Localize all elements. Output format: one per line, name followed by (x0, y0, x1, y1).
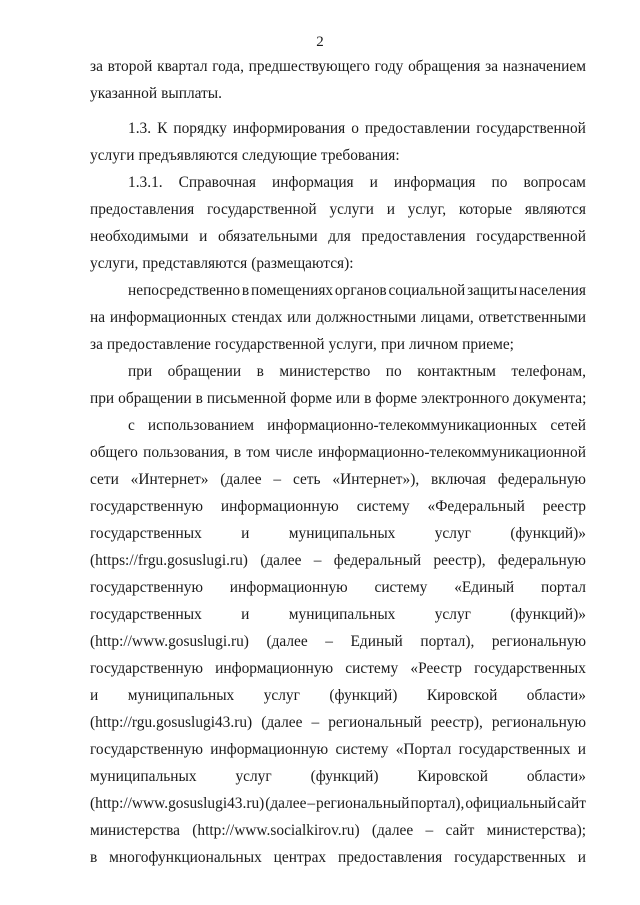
word: электронного (421, 390, 510, 407)
text-line (90, 58, 586, 85)
word: о (351, 120, 359, 137)
word: – (311, 714, 320, 731)
word: предоставлении (364, 120, 471, 137)
word: сайт (557, 795, 586, 812)
word: и (241, 606, 250, 623)
word: портал), (410, 795, 465, 812)
page-number: 2 (316, 34, 324, 50)
word: систему (356, 498, 410, 515)
text-line (90, 282, 586, 309)
word: выплаты. (161, 85, 222, 102)
word: информационную (220, 498, 339, 515)
word: государственных (474, 660, 586, 677)
word: по (385, 363, 402, 380)
word: министерства); (486, 822, 586, 839)
word: требования: (320, 147, 400, 164)
word: документа; (513, 390, 587, 407)
word: государственную (90, 741, 203, 758)
word: государственной (206, 201, 317, 218)
word: и (199, 228, 208, 245)
word: форме (375, 390, 418, 407)
word: и (577, 849, 586, 866)
word: государственных (90, 525, 202, 542)
word: числе (275, 444, 313, 461)
text-line (90, 606, 586, 633)
word: лицами, (420, 309, 474, 326)
word: стендах (231, 309, 283, 326)
word: форме (290, 390, 332, 407)
word: (http://www.socialkirov.ru) (192, 822, 360, 839)
text-line (90, 120, 586, 147)
word: или (287, 309, 312, 326)
text-line (90, 309, 586, 336)
word: в (364, 390, 372, 407)
word: услуги, (90, 255, 139, 272)
text-line (90, 741, 586, 768)
word: государственную (90, 579, 203, 596)
word: предшествующего (248, 58, 370, 75)
text-line (90, 417, 586, 444)
word: пользования, (143, 444, 229, 461)
text-line (90, 228, 586, 255)
word: и (90, 687, 99, 704)
word: и (577, 741, 586, 758)
word: году (374, 58, 404, 75)
word: (далее (261, 714, 303, 731)
word: или (335, 390, 361, 407)
word: для (328, 228, 351, 245)
word: 1.3.1. (128, 174, 163, 191)
word: федеральную (497, 471, 586, 488)
word: муниципальных (288, 525, 396, 542)
word: муниципальных (127, 687, 235, 704)
word: – (325, 633, 333, 650)
word: и (386, 201, 395, 218)
word: реестр), (433, 552, 486, 569)
word: информационную (229, 579, 348, 596)
word: сетей (550, 417, 586, 434)
word: услуги (90, 147, 135, 164)
word: центрах (273, 849, 327, 866)
word: Единый (350, 633, 403, 650)
word: реестр), (430, 714, 483, 731)
word: года, (212, 58, 244, 75)
word: включая (431, 471, 487, 488)
word: использованием (147, 417, 255, 434)
word: за (485, 58, 499, 75)
word: (далее (265, 795, 307, 812)
text-line (90, 552, 586, 579)
word: должностными (316, 309, 417, 326)
word: (далее (220, 471, 262, 488)
word: ответственными (478, 309, 586, 326)
word: «Единый (454, 579, 515, 596)
word: следующие (241, 147, 317, 164)
word: органов (334, 282, 387, 299)
text-line (90, 390, 586, 417)
word: услуг (434, 525, 471, 542)
word: области» (526, 768, 586, 785)
word: и (369, 174, 378, 191)
word: являются (524, 201, 586, 218)
word: государственную (90, 498, 203, 515)
word: – (273, 471, 282, 488)
word: при (90, 390, 115, 407)
word: региональный (316, 795, 410, 812)
word: информационную (210, 741, 329, 758)
word: (далее (266, 633, 308, 650)
word: портал), (420, 633, 475, 650)
word: сайт (445, 822, 475, 839)
word: и (241, 525, 250, 542)
word: населения (518, 282, 586, 299)
word: государственной (476, 120, 586, 137)
word: услуг, (407, 201, 447, 218)
word: сеть (292, 471, 321, 488)
word: обязательными (218, 228, 318, 245)
word: (далее (371, 822, 414, 839)
text-line (90, 822, 586, 849)
text-line (90, 255, 586, 282)
word: услуги (329, 201, 374, 218)
word: в (233, 444, 242, 461)
word: которые (458, 201, 513, 218)
word: государственных (458, 741, 571, 758)
word: Кировской (426, 687, 498, 704)
word: услуг (235, 768, 272, 785)
word: обращения (408, 58, 481, 75)
text-line (90, 849, 586, 876)
word: вопросам (523, 174, 586, 191)
word: «Интернет»), (332, 471, 420, 488)
text-line (90, 768, 586, 795)
word: (далее (260, 552, 302, 569)
word: помещениях (250, 282, 334, 299)
word: портал (540, 579, 586, 596)
word: региональный (328, 714, 422, 731)
text-line (90, 363, 586, 390)
word: порядку (173, 120, 227, 137)
word: второй (107, 58, 153, 75)
word: региональную (491, 633, 586, 650)
word: «Интернет» (130, 471, 209, 488)
word: приеме; (462, 336, 514, 353)
word: (функций) (310, 768, 379, 785)
word: государственных (90, 606, 202, 623)
word: информация (272, 174, 354, 191)
word: предоставления (361, 228, 466, 245)
word: социальной (388, 282, 466, 299)
word: за (90, 336, 103, 353)
word: общего (90, 444, 138, 461)
word: в (90, 849, 98, 866)
word: непосредственно (128, 282, 241, 299)
word: «Портал (395, 741, 452, 758)
word: систему (335, 741, 389, 758)
word: Справочная (178, 174, 257, 191)
word: предоставления (90, 201, 195, 218)
word: указанной (90, 85, 158, 102)
word: (http://www.gosuslugi.ru) (90, 633, 249, 650)
word: информационных (109, 309, 227, 326)
text-line (90, 714, 586, 741)
word: услуг (434, 606, 471, 623)
word: письменной (206, 390, 287, 407)
word: по (491, 174, 508, 191)
word: К (157, 120, 168, 137)
word: – (313, 552, 322, 569)
word: 1.3. (128, 120, 152, 137)
word: в (256, 363, 264, 380)
text-line (90, 498, 586, 525)
word: систему (345, 660, 399, 677)
text-line (90, 525, 586, 552)
word: (функций)» (510, 606, 586, 623)
word: Кировской (417, 768, 488, 785)
word: информационно-телекоммуникационной (317, 444, 586, 461)
word: обращении (167, 363, 242, 380)
word: в (241, 282, 250, 299)
text-line (90, 336, 586, 363)
word: региональную (491, 714, 586, 731)
word: официальный (465, 795, 557, 812)
text-line (90, 795, 586, 822)
word: реестр (542, 498, 586, 515)
word: федеральную (497, 552, 586, 569)
word: области» (526, 687, 586, 704)
word: за (90, 58, 103, 75)
word: при (380, 336, 406, 353)
word: федеральный (333, 552, 422, 569)
word: услуги, (328, 336, 377, 353)
word: личном (409, 336, 459, 353)
word: информация (393, 174, 476, 191)
text-line (90, 633, 586, 660)
text-line (90, 687, 586, 714)
word: министерства (90, 822, 180, 839)
word: (http://www.gosuslugi43.ru) (90, 795, 265, 812)
word: государственных (454, 849, 566, 866)
text-line (90, 147, 586, 174)
word: предоставление (106, 336, 211, 353)
word: на (90, 309, 106, 326)
word: с (128, 417, 135, 434)
word: квартал (157, 58, 208, 75)
text-line (90, 444, 586, 471)
word: (функций)» (510, 525, 586, 542)
word: (http://rgu.gosuslugi43.ru) (90, 714, 253, 731)
word: представляются (142, 255, 248, 272)
document-body (90, 58, 586, 876)
text-line (90, 201, 586, 228)
word: «Реестр (410, 660, 462, 677)
word: предъявляются (138, 147, 238, 164)
word: назначением (502, 58, 586, 75)
word: – (307, 795, 316, 812)
word: (функций) (329, 687, 398, 704)
text-line (90, 85, 586, 112)
word: предоставления (338, 849, 443, 866)
word: защиты (467, 282, 518, 299)
word: необходимыми (90, 228, 189, 245)
word: услуг (263, 687, 300, 704)
text-line (90, 579, 586, 606)
text-line (90, 660, 586, 687)
text-line (90, 174, 586, 201)
word: – (425, 822, 434, 839)
word: сети (90, 471, 119, 488)
word: информирования (232, 120, 346, 137)
word: при (128, 363, 153, 380)
word: муниципальных (90, 768, 197, 785)
word: государственной (476, 228, 586, 245)
word: государственную (90, 660, 203, 677)
word: информационно-телекоммуникационных (267, 417, 538, 434)
word: в (195, 390, 203, 407)
word: государственной (214, 336, 325, 353)
word: (https://frgu.gosuslugi.ru) (90, 552, 248, 569)
word: телефонам, (511, 363, 586, 380)
word: контактным (417, 363, 496, 380)
word: обращении (118, 390, 192, 407)
word: том (246, 444, 271, 461)
text-line (90, 471, 586, 498)
word: министерство (279, 363, 371, 380)
word: (размещаются): (251, 255, 354, 272)
word: информационную (215, 660, 334, 677)
word: систему (374, 579, 428, 596)
word: многофункциональных (109, 849, 262, 866)
word: муниципальных (288, 606, 396, 623)
word: «Федеральный (427, 498, 525, 515)
